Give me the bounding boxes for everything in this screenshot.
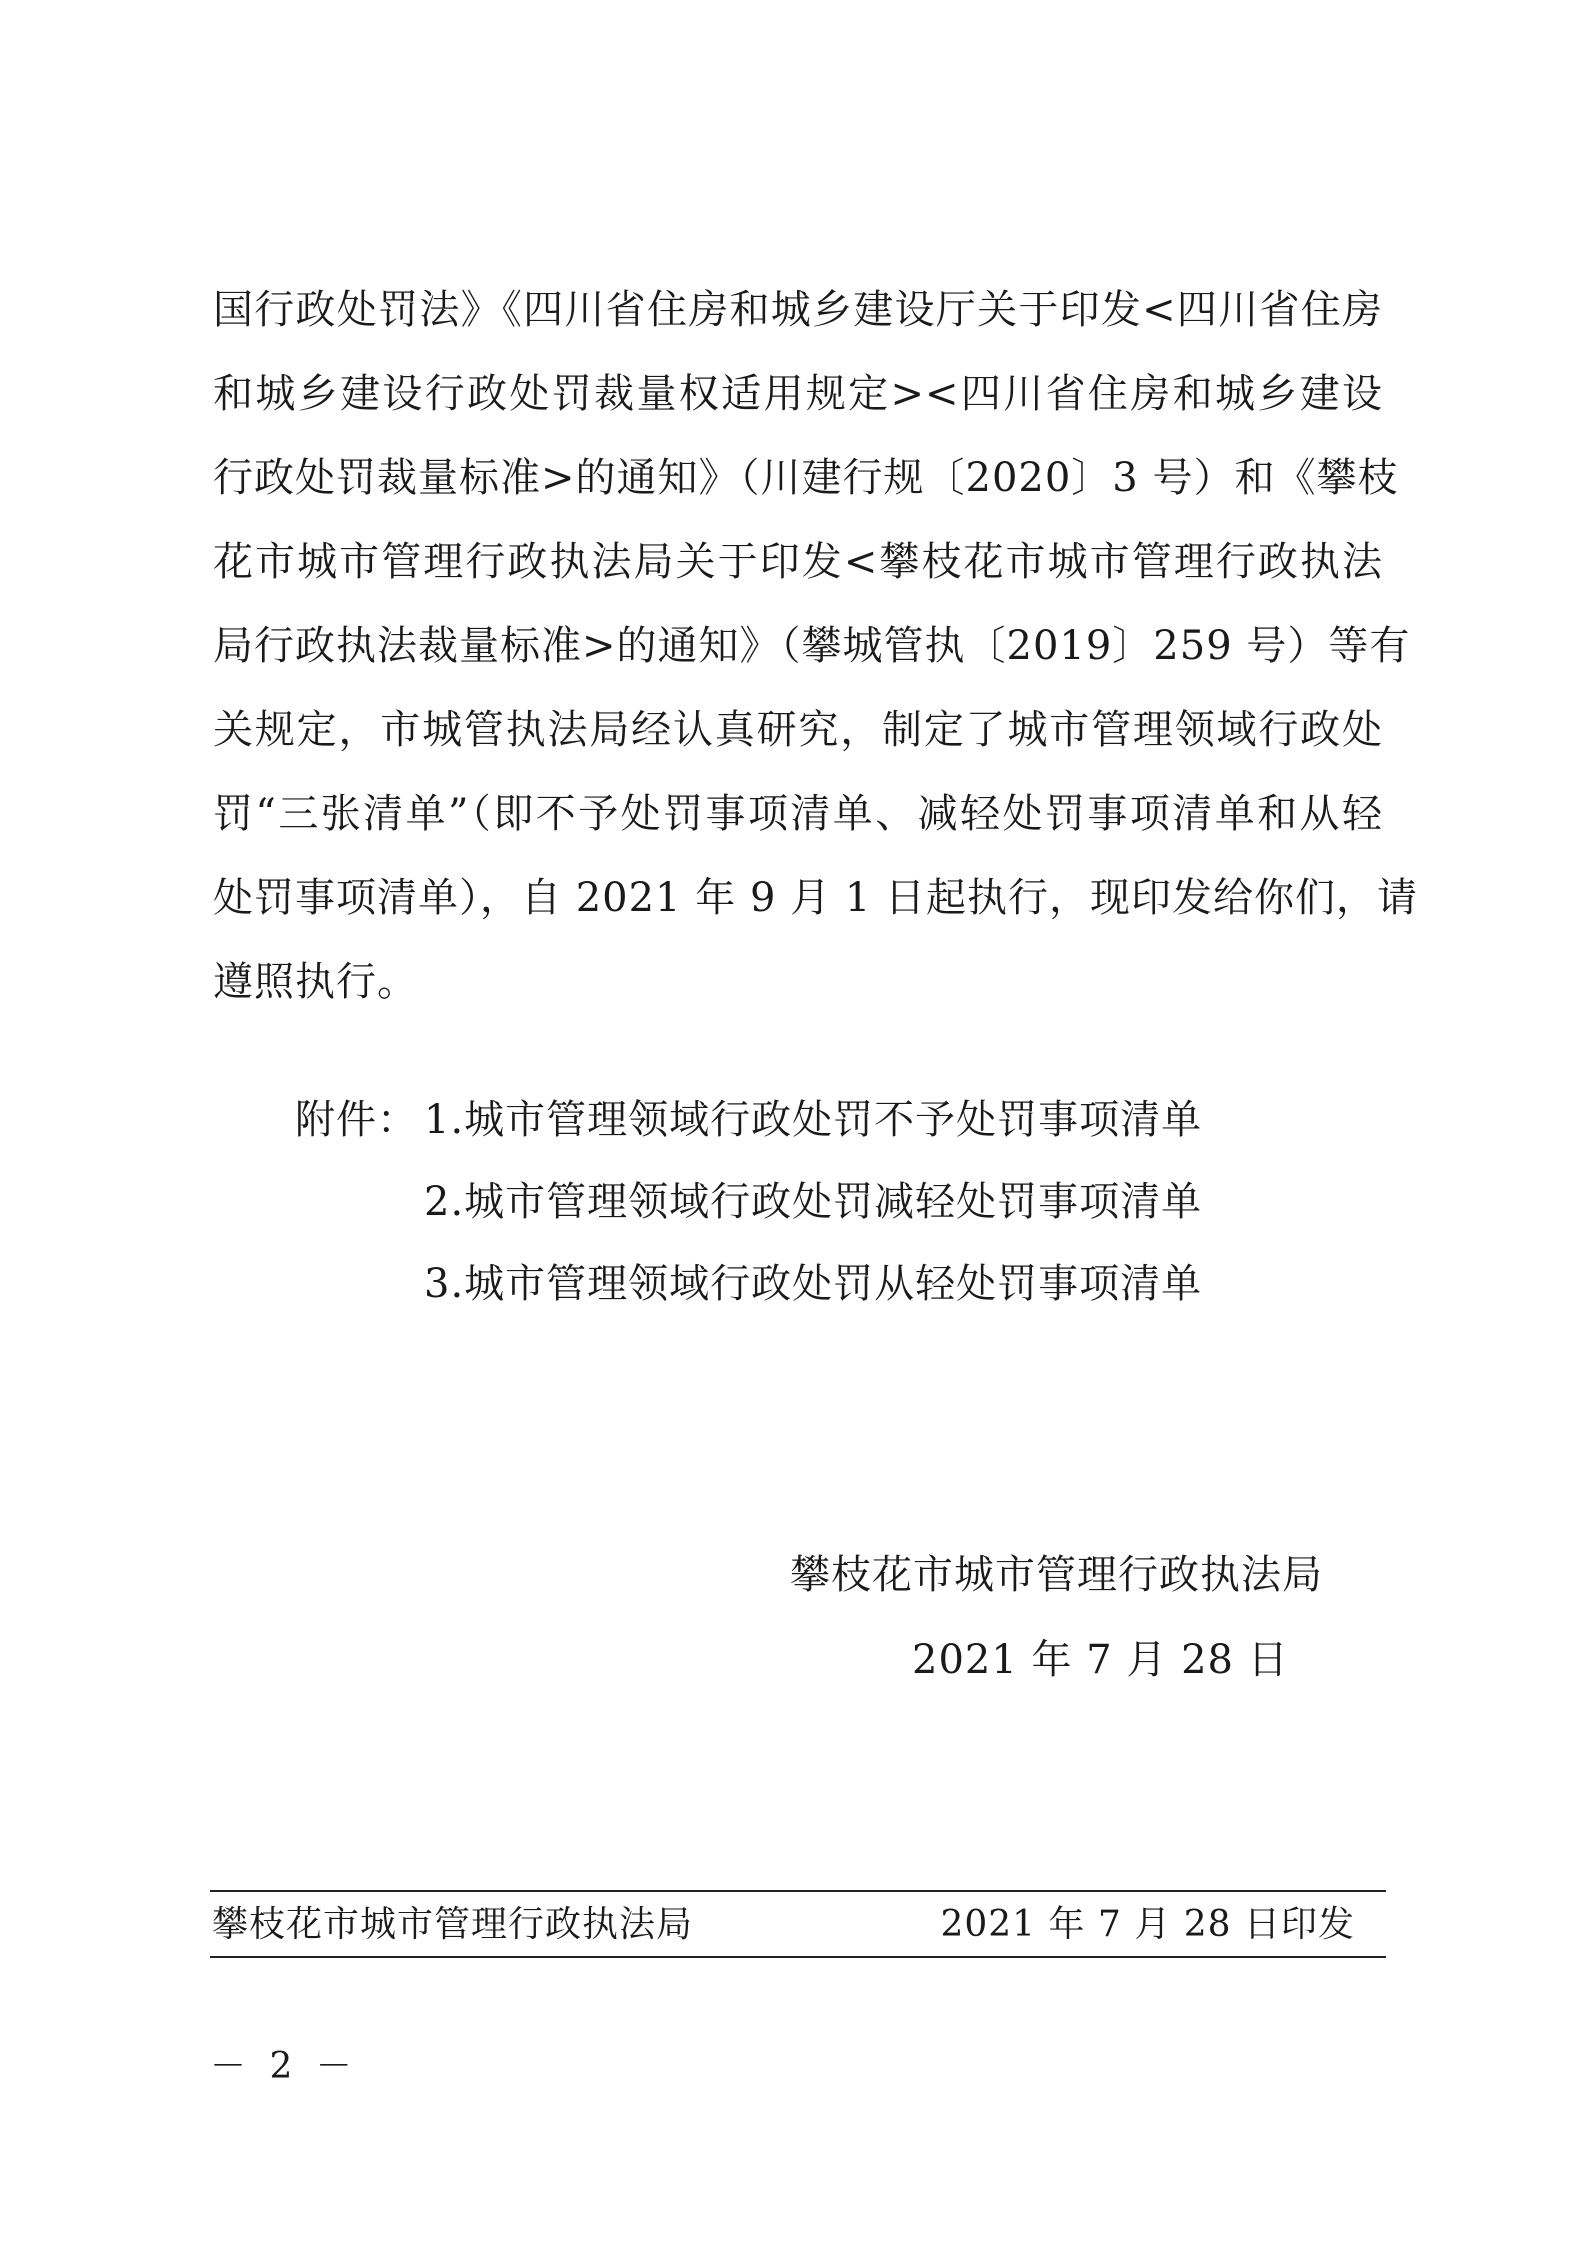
body-line: 行政处罚裁量标准>的通知》（川建行规〔2020〕3 号）和《攀枝 [213, 455, 1399, 501]
body-line: 花市城市管理行政执法局关于印发<攀枝花市城市管理行政执法 [213, 539, 1383, 585]
attachment-item: 3.城市管理领域行政处罚从轻处罚事项清单 [424, 1261, 1203, 1307]
body-line: 罚“三张清单”（即不予处罚事项清单、减轻处罚事项清单和从轻 [213, 791, 1383, 837]
footer-top-rule [210, 1890, 1386, 1892]
footer-bottom-rule [210, 1956, 1386, 1958]
attachment-item: 1.城市管理领域行政处罚不予处罚事项清单 [424, 1097, 1203, 1143]
body-line: 关规定，市城管执法局经认真研究，制定了城市管理领域行政处 [213, 707, 1383, 753]
body-line: 处罚事项清单），自 2021 年 9 月 1 日起执行，现印发给你们，请 [213, 875, 1418, 921]
attachment-item: 2.城市管理领域行政处罚减轻处罚事项清单 [424, 1179, 1203, 1225]
body-line: 国行政处罚法》《四川省住房和城乡建设厅关于印发<四川省住房 [213, 287, 1383, 333]
body-line: 遵照执行。 [213, 959, 418, 1005]
body-line: 和城乡建设行政处罚裁量权适用规定><四川省住房和城乡建设 [213, 371, 1383, 417]
page-number: － 2 － [210, 2046, 358, 2087]
footer-org: 攀枝花市城市管理行政执法局 [212, 1904, 694, 1945]
body-line: 局行政执法裁量标准>的通知》（攀城管执〔2019〕259 号）等有 [213, 623, 1411, 669]
signature-date: 2021 年 7 月 28 日 [912, 1637, 1289, 1683]
footer-issue-date: 2021 年 7 月 28 日印发 [940, 1904, 1355, 1945]
signature-org: 攀枝花市城市管理行政执法局 [790, 1552, 1323, 1598]
attachments-label: 附件： [295, 1097, 418, 1143]
